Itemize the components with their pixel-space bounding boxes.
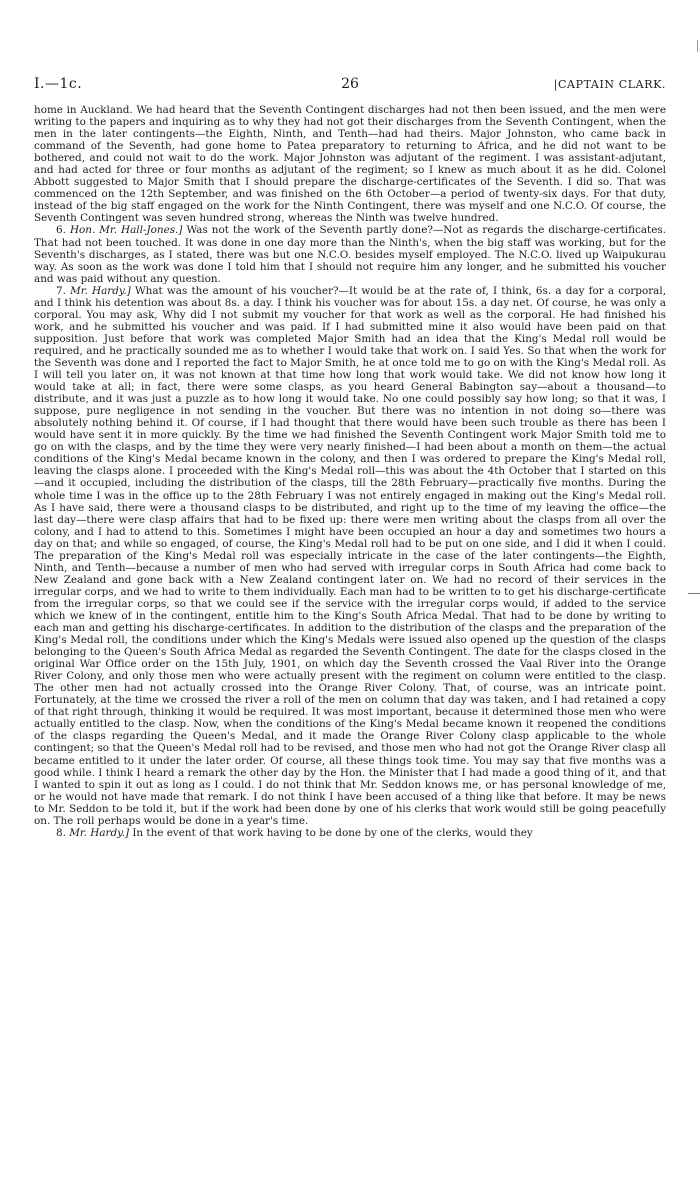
scan-edge-mark bbox=[689, 40, 698, 52]
question-number: 8. bbox=[56, 826, 70, 839]
paragraph-question-8 bbox=[34, 827, 666, 839]
document-body bbox=[34, 104, 666, 839]
paper-reference: I.—1c. bbox=[34, 76, 83, 92]
margin-mark bbox=[688, 593, 700, 594]
questioner-name: Mr. Hardy.] bbox=[69, 826, 130, 839]
question-number: 6. bbox=[56, 224, 70, 237]
running-head-speaker: CAPTAIN CLARK. bbox=[558, 78, 666, 91]
paragraph-text: Was not the work of the Seventh partly done?—Not as regards the discharge-certificates. That had not been touched. It was done in one day more than the Ninth's, when the big staff was working, but for the Seventh's discharges, as I stated, there was but one N.C.O. besides myself employed. The N.C.O. lived up Waipukurau way. As soon as the work was done I told him that I should not require him any longer, and he submitted his voucher and was paid without any question. bbox=[34, 224, 666, 285]
paragraph-continuation bbox=[34, 104, 666, 224]
paragraph-text: home in Auckland. We had heard that the Seventh Contingent discharges had not then been issued, and the men were writing to the papers and inquiring as to why they had not got their discharges from the Seventh Contingent, when the men in the later contingents—the Eighth, Ninth, and Tenth—had had theirs. Major Johnston, who came back in command of the Seventh, had gone home to Patea preparatory to returning to Africa, and he did not want to be bothered, and could not wait to do the work. Major Johnston was adjutant of the regiment. I was assistant-adjutant, and had acted for three or four months as adjutant of the regiment; so I knew as much about it as he did. Colonel Abbott suggested to Major Smith that I should prepare the discharge-certificates of the Seventh. I did so. That was commenced on the 12th September, and was finished on the 6th October—a period of twenty-six days. For that duty, instead of the big staff engaged on the work for the Ninth Contingent, there was myself and one N.C.O. Of course, the Seventh Contingent was seven hundred strong, whereas the Ninth was twelve hundred. bbox=[34, 104, 666, 225]
running-head: |CAPTAIN CLARK. bbox=[553, 78, 666, 91]
page-number: 26 bbox=[341, 76, 359, 92]
paragraph-text: In the event of that work having to be done by one of the clerks, would they bbox=[129, 826, 533, 839]
questioner-name: Mr. Hardy.] bbox=[70, 284, 131, 297]
paragraph-question-7 bbox=[34, 285, 666, 827]
question-number: 7. bbox=[56, 284, 71, 297]
paragraph-question-6 bbox=[34, 224, 666, 284]
page-header bbox=[34, 76, 666, 96]
questioner-name: Hon. Mr. Hall-Jones.] bbox=[69, 224, 183, 237]
paragraph-text: What was the amount of his voucher?—It would be at the rate of, I think, 6s. a day for a corporal, and I think his detention was about 8s. a day. I think his voucher was for about 15s. a day net. Of course, he was only a corporal. You may ask, Why did I not submit my voucher for that work as well as the corporal. He had finished his work, and he submitted his voucher and was paid. If I had submitted mine it also would have been paid on that supposition. Just before that work was completed Major Smith had an idea that the King's Medal roll would be required, and he practically sounded me as to whether I would take that work on. I said Yes. So that when the work for the Seventh was done and I reported the fact to Major Smith, he at once told me to go on with the King's Medal roll. As I will tell you later on, it was not known at that time how long that work would take. We did not know how long it would take at all; in fact, there were some clasps, as you heard General Babington say—about a thousand—to distribute, and it was just a puzzle as to how long it would take. No one could possibly say how long; so that it was, I suppose, pure negligence in not sending in the voucher. But there was no intention in not doing so—there was absolutely nothing behind it. Of course, if I had thought that there would have been such trouble as there has been I would have sent it in more quickly. By the time we had finished the Seventh Contingent work Major Smith told me to go on with the clasps, and by the time they were very nearly finished—I had been about a month on them—the actual conditions of the King's Medal became known in the colony, and then I was ordered to prepare the King's Medal roll, leaving the clasps alone. I proceeded with the King's Medal roll—this was about the 4th October that I started on this—and it occupied, including the distribution of the clasps, till the 28th February—practically five months. During the whole time I was in the office up to the 28th February I was not entirely engaged in making out the King's Medal roll. As I have said, there were a thousand clasps to be distributed, and right up to the time of my leaving the office—the last day—there were clasp affairs that had to be fixed up: there were men writing about the clasps from all over the colony, and I had to attend to this. Sometimes I might have been occupied an hour a day and sometimes two hours a day on that; and while so engaged, of course, the King's Medal roll had to be put on one side, and I did it when I could. The preparation of the King's Medal roll was especially intricate in the case of the later contingents—the Eighth, Ninth, and Tenth—because a number of men who had served with irregular corps in South Africa had come back to New Zealand and gone back with a New Zealand contingent later on. We had no record of their services in the irregular corps, and we had to write to them individually. Each man had to be written to to get his discharge-certificate from the irregular corps, so that we could see if the service with the irregular corps would, if added to the service which we knew of in the contingent, entitle him to the King's South Africa Medal. That had to be done by writing to each man and getting his discharge-certificates. In addition to the distribution of the clasps and the preparation of the King's Medal roll, the conditions under which the King's Medals were issued also opened up the question of the clasps belonging to the Queen's South Africa Medal as regarded the Seventh Contingent. The date for the clasps closed in the original War Office order on the 15th July, 1901, on which day the Seventh crossed the Vaal River into the Orange River Colony, and only those men who were actually present with the regiment on column were entitled to the clasp. The other men had not actually crossed into the Orange River Colony. That, of course, was an intricate point. Fortunately, at the time we crossed the river a roll of the men on column that day was taken, and I had retained a copy of that right through, thinking it would be required. It was most important, because it determined those men who were actually entitled to the clasp. Now, when the conditions of the King's Medal became known it reopened the conditions of the clasps regarding the Queen's Medal, and it made the Orange River Colony clasp applicable to the whole contingent; so that the Queen's Medal roll had to be revised, and those men who had not got the Orange River clasp all became entitled to it under the later order. Of course, all these things took time. You may say that five months was a good while. I think I heard a remark the other day by the Hon. the Minister that I had made a good thing of it, and that I wanted to spin it out as long as I could. I do not think that Mr. Seddon knows me, or has personal knowledge of me, or he would not have made that remark. I do not think I have been accused of a thing like that before. It may be news to Mr. Seddon to be told it, but if the work had been done by one of his clerks that work would still be going peacefully on. The roll perhaps would be done in a year's time. bbox=[34, 284, 666, 827]
